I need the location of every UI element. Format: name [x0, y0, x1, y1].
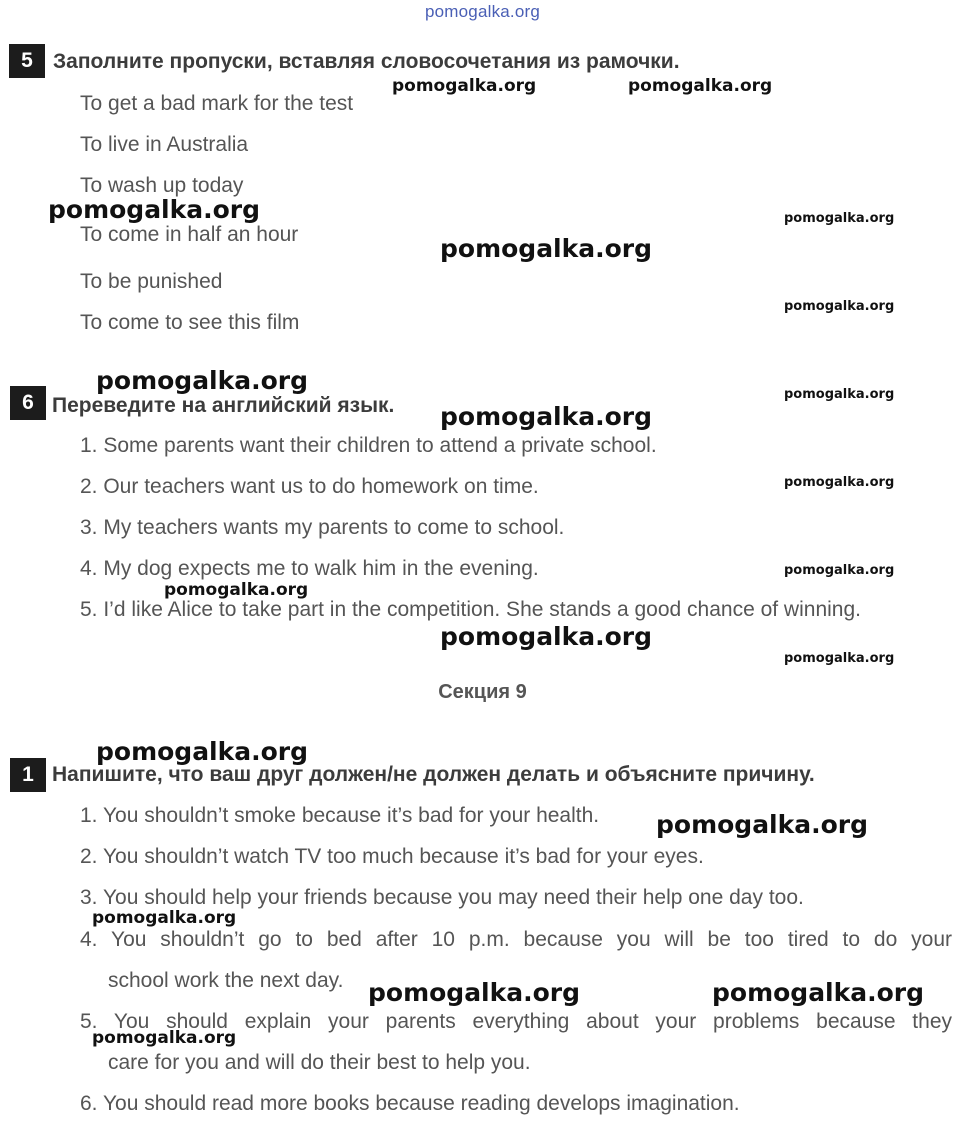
watermark: pomogalka.org [440, 234, 653, 263]
watermark: pomogalka.org [92, 1028, 237, 1048]
header-watermark[interactable]: pomogalka.org [424, 2, 541, 21]
watermark: pomogalka.org [92, 908, 237, 928]
watermark: pomogalka.org [164, 580, 309, 600]
watermark: pomogalka.org [96, 366, 309, 395]
task-6-line: 1. Some parents want their children to attend a private school. [80, 434, 657, 457]
task-6-line: 4. My dog expects me to walk him in the evening. [80, 557, 539, 580]
task-6-line: 5. I’d like Alice to take part in the competition. She stands a good chance of winning. [80, 598, 861, 621]
section-title: Секция 9 [438, 681, 527, 703]
task-1-line: 1. You shouldn’t smoke because it’s bad for your health. [80, 804, 600, 827]
watermark: pomogalka.org [784, 211, 895, 226]
task-1-line: 4. You shouldn’t go to bed after 10 p.m. because you will be too tired to do your [80, 928, 952, 951]
task-5-line: To be punished [80, 270, 223, 293]
task-6-line: 3. My teachers wants my parents to come to school. [80, 516, 565, 539]
task-5-line: To come in half an hour [80, 223, 299, 246]
task-5-line: To come to see this film [80, 311, 300, 334]
task-5-line: To wash up today [80, 174, 244, 197]
task-6-number-badge: 6 [10, 386, 46, 420]
watermark: pomogalka.org [784, 299, 895, 314]
task-5-line: To live in Australia [80, 133, 249, 156]
watermark: pomogalka.org [48, 195, 261, 224]
watermark: pomogalka.org [368, 978, 581, 1007]
watermark: pomogalka.org [784, 387, 895, 402]
task-1-heading: Напишите, что ваш друг должен/не должен делать и объясните причину. [52, 763, 815, 786]
watermark: pomogalka.org [784, 651, 895, 666]
task-1-line: 5. You should explain your parents everything about your problems because they [80, 1010, 952, 1033]
watermark: pomogalka.org [784, 563, 895, 578]
watermark: pomogalka.org [392, 76, 537, 96]
watermark: pomogalka.org [712, 978, 925, 1007]
task-5-number-badge: 5 [9, 44, 45, 78]
task-1-line-continuation: school work the next day. [108, 969, 344, 992]
watermark: pomogalka.org [628, 76, 773, 96]
watermark: pomogalka.org [784, 475, 895, 490]
task-1-line: 3. You should help your friends because you may need their help one day too. [80, 886, 804, 909]
watermark: pomogalka.org [656, 810, 869, 839]
task-1-number-badge: 1 [10, 758, 46, 792]
task-1-line: 2. You shouldn’t watch TV too much because it’s bad for your eyes. [80, 845, 704, 868]
task-5-line: To get a bad mark for the test [80, 92, 354, 115]
watermark: pomogalka.org [440, 402, 653, 431]
task-5-heading: Заполните пропуски, вставляя словосочетания из рамочки. [53, 50, 680, 73]
task-1-line: 6. You should read more books because reading develops imagination. [80, 1092, 740, 1115]
task-6-heading: Переведите на английский язык. [52, 394, 395, 417]
watermark: pomogalka.org [440, 622, 653, 651]
task-6-line: 2. Our teachers want us to do homework on time. [80, 475, 539, 498]
watermark: pomogalka.org [96, 737, 309, 766]
task-1-line-continuation: care for you and will do their best to help you. [108, 1051, 531, 1074]
